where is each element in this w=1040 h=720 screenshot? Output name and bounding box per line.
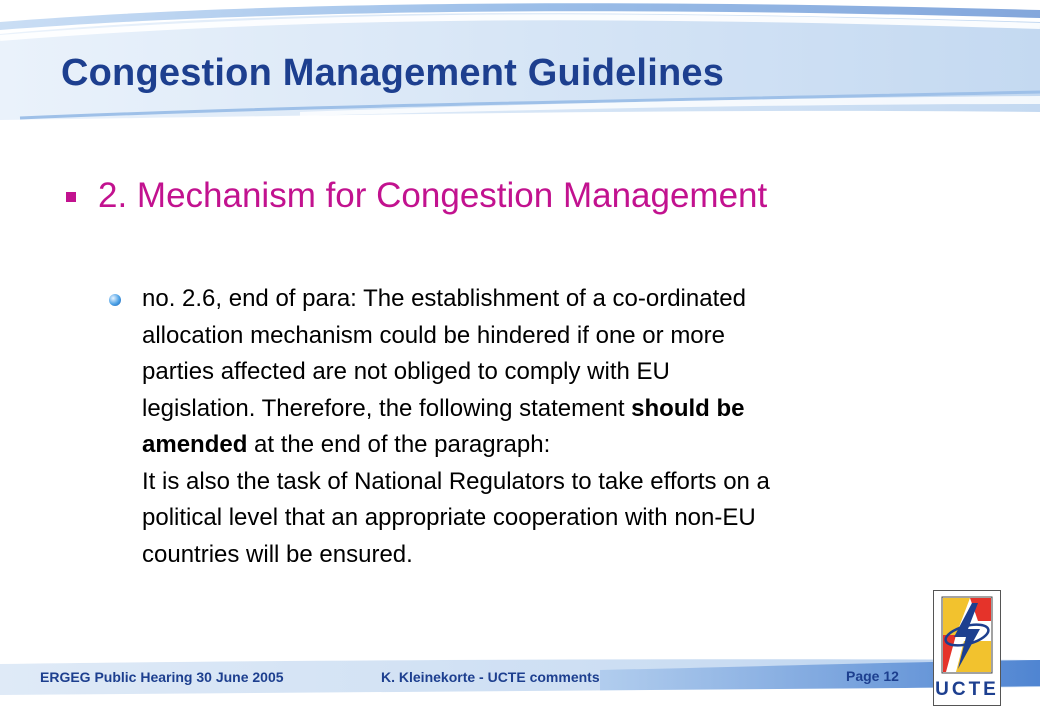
body-line: It is also the task of National Regulators to take efforts on a (142, 467, 770, 495)
body-line (142, 427, 1002, 464)
ucte-logo-emblem-icon (934, 591, 1000, 679)
footer-event-text: ERGEG Public Hearing 30 June 2005 (40, 669, 284, 685)
footer-author-text: K. Kleinekorte - UCTE comments (381, 669, 600, 685)
body-line: no. 2.6, end of para: The establishment of a co-ordinated (142, 285, 746, 312)
page-number: Page 12 (846, 668, 899, 684)
body-line: allocation mechanism could be hindered if one or more (142, 321, 725, 349)
body-text-segment: at the end of the paragraph: (247, 431, 551, 458)
slide-title: Congestion Management Guidelines (61, 52, 725, 94)
body-bold-segment: amended (142, 431, 248, 458)
ucte-logo (933, 590, 1001, 706)
body-bold-segment: should be (631, 394, 745, 422)
body-line (142, 391, 1002, 428)
ucte-logo-text: UCTE (935, 679, 999, 700)
body-text-segment: legislation. Therefore, the following statement (142, 394, 632, 422)
round-bullet-icon (109, 294, 121, 306)
square-bullet-icon (66, 192, 76, 202)
body-line: political level that an appropriate cooperation with non-EU (142, 504, 756, 531)
body-line: parties affected are not obliged to comply with EU (142, 358, 670, 385)
body-line: countries will be ensured. (142, 540, 413, 568)
section-heading: 2. Mechanism for Congestion Management (98, 176, 768, 215)
header-banner (0, 0, 1040, 132)
body-paragraph (142, 281, 1002, 573)
